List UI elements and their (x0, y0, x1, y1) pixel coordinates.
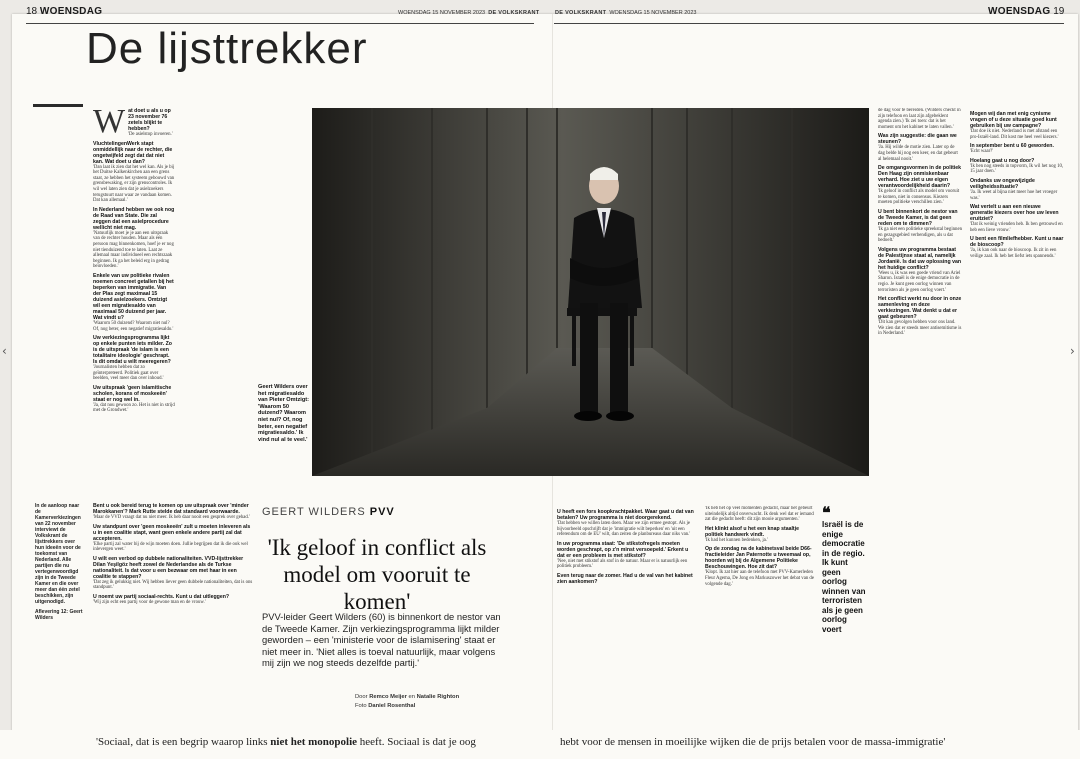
pull-quote (822, 505, 866, 634)
answer: 'Dat ik weinig vrienden heb. Ik ben getrouwd en heb een lieve vrouw.' (970, 222, 1063, 233)
question: Was zijn suggestie: die gaan we steunen? (878, 133, 957, 146)
answer: 'Dat hebben we willen laten doen. Maar we zijn ermee gestopt. Als je bijvoorbeeld opschrijft dat je 'immigratie wilt beperken' en 'uit een referendum om de EU' wilt, dan zeiten de planbureaus daar niks van.' (557, 521, 691, 538)
question: In uw programma staat: 'De stikstofregels moeten worden geschrapt, op z'n minst versoepeld.' Erkent u dat er een probleem is met stikstof? (557, 540, 689, 559)
answer: 'Ja. Ik weet al bijna niet meer hoe het vroeger was.' (970, 189, 1058, 201)
photographer: Daniel Rosenthal (368, 703, 416, 709)
article-column-1 (93, 108, 175, 500)
article-column-2 (93, 500, 253, 720)
question: In Nederland hebben we ook nog de Raad van State. Die zal zeggen dat een asielprocedure wellicht niet mag. (93, 206, 175, 231)
date-right: WOENSDAG 15 NOVEMBER 2023 (609, 10, 697, 16)
answer: 'Nee, niet met stikstof als stof in de natuur. Maar er is natuurlijk een politiek probleem.' (557, 558, 688, 570)
article-column-4 (705, 506, 815, 720)
question: Op de zondag na de kabinetsval beide D66-fractieleider Jan Paternotte u tweemaal op, hoorden wij bij de Algemene Politieke Beschouwingen. Hoe zit dat? (705, 546, 812, 571)
question: Uw uitspraak 'geen islamitische scholen, korans of moskeeën' staat er nog wel in. (93, 384, 172, 403)
next-page-icon[interactable]: › (1070, 344, 1075, 358)
answer: 'Journalisten hebben dat zo geïnterpreteerd. Politiek gaat over beelden, veel meer dan over inhoud.' (93, 365, 164, 382)
question: Uw standpunt over 'geen moskeeën' zult u moeten inleveren als u in een coalitie stapt, want geen enkele andere partij zal dat accepteren. (93, 523, 251, 542)
portrait-photo (312, 108, 869, 476)
question: Hoelang gaat u nog door? (970, 157, 1035, 164)
day-left: WOENSDAG (39, 6, 103, 17)
right-dateline (555, 10, 696, 16)
sidebar-episode: Aflevering 12: Geert Wilders (35, 609, 83, 621)
byline-label: Door (355, 694, 368, 700)
article-column-3 (557, 506, 697, 720)
page-number-right: 19 (1053, 6, 1065, 17)
right-page-number (988, 6, 1064, 17)
answer: de dag voor te bereiden. (Wilders checkt in zijn telefoon en laat zijn afgebeklent agenda zien.) 'Ik zei toen: dat is het moment om het kabinet te laten vallen.' (878, 108, 961, 130)
bottom-quote-right: hebt voor de mensen in moeilijke wijken die de prijs betalen voor de massa-immigratie' (560, 736, 946, 748)
question: U bent een filmliefhebber. Kunt u naar de bioscoop? (970, 236, 1064, 249)
answer: 'Ja, ik kan ook naar de bioscoop. Ik zit in een veilige zaal. Ik heb het liefst iets spannends.' (970, 248, 1057, 259)
sidebar-text: In de aanloop naar de Kamerverkiezingen van 22 november interviewt de Volkskrant de lijsttrekkers over hun ideeën voor de toekomst van Nederland. Alle partijen die nu vertegenwoordigd zijn in de Tweede Kamer en die over meer dan één zetel beschikken, zijn uitgenodigd. (35, 503, 81, 605)
section-title: De lijsttrekker (86, 24, 368, 73)
photo-caption: Geert Wilders over het migratiesaldo van Pieter Omtzigt: 'Waarom 50 duizend? Waarom niet nul? Of, nog beter, een negatief migratiesaldo.' Ik vind nul al te veel.' (258, 384, 309, 443)
answer: 'Elke partij zal water bij de wijn moeten doen. Jullie begrijpen dat ik die ook wel inlevergen weet.' (93, 541, 248, 553)
question: De omgangsvormen in de politiek Den Haag zijn onmiskenbaar verhard. Hoe ziet u uw eigen verantwoordelijkheid daarin? (878, 165, 962, 190)
series-sidebar (35, 503, 83, 625)
bottom-quote-left-bold: niet het monopolie (270, 736, 358, 748)
date-left: WOENSDAG 15 NOVEMBER 2023 (398, 10, 486, 16)
bottom-quote-left (96, 736, 476, 748)
kicker (262, 506, 482, 518)
question: Enkele van uw politieke rivalen noemen concreet getallen bij het beperken van immigratie. Van der Plas zegt maximaal 15 duizend asielzoekers. Omtzigt wil een migratiesaldo van maximaal 50 duizend per jaar. Wat vindt u? (93, 272, 174, 321)
question: Ondanks uw ongewijzigde veiligheidssituatie? (970, 177, 1035, 190)
prev-page-icon[interactable]: ‹ (2, 344, 7, 358)
question: Het klinkt alsof u het een knap staaltje politiek handwerk vindt. (705, 525, 799, 538)
question: Uw verkiezingsprogramma lijkt op enkele punten iets milder. Zo is de uitspraak 'de islam is een totalitaire ideologie' geschrapt. Is dit omdat u wilt meeregeren? (93, 335, 172, 366)
question: Wat vertelt u aan een nieuwe generatie kiezers over hoe uw leven eruitziet? (970, 204, 1059, 223)
answer: 'Dit kan gevolgen hebben voor ons land. We zien dat er steeds meer antisemitisme is in Nederland.' (878, 320, 962, 337)
question: U bent binnenkort de nestor van de Tweede Kamer, is dat geen reden om te dimmen? (878, 208, 958, 227)
byline-and: en (408, 694, 415, 700)
left-page-number (26, 6, 102, 17)
headline: 'Ik geloof in conflict als model om vooruit te komen' (267, 535, 487, 614)
answer: 'Ja. Hij wilde de motie zien. Later op de dag belde hij nog een keer, en dat gebeurt al helemaal nooit.' (878, 145, 958, 162)
answer: 'De asielstop invoeren.' (128, 132, 173, 137)
paper-name-left: DE VOLKSKRANT (488, 10, 540, 16)
byline-author-2: Natalie Righton (416, 694, 460, 700)
quote-mark-icon: ❝ (822, 505, 831, 522)
question: U wilt een verbod op dubbele nationaliteiten. VVD-lijsttrekker Dilan Yeşilgöz heeft zowel de Nederlandse als de Turkse nationaliteit. Is dat voor u een bezwaar om met haar in een coalitie te stappen? (93, 555, 244, 580)
answer: 'Ik heb het op veel momenten gedacht, maar het gebeurt uiteindelijk altijd onverwacht. Ik denk wel dat er iemand zat die gedacht heeft: dit zijn mooie argumenten.' (705, 506, 814, 523)
answer: 'Echt waar?' (970, 149, 994, 155)
bottom-quote-left-start: 'Sociaal, dat is een begrip waarop links (96, 736, 271, 748)
intro-paragraph: PVV-leider Geert Wilders (60) is binnenkort de nestor van de Tweede Kamer. Zijn verkiezingsprogramma lijkt milder geworden – een 'ministerie voor de islamisering' staat er niet meer in. 'Niet alles is toeval natuurlijk, maar volgens mij zijn we nog steeds dezelfde partij.' (262, 611, 501, 668)
answer: 'Wees u, ik was een goede vriend van Ariel Sharon. Israël is de enige democratie in de regio. Je kunt geen oorlog winnen van terroristen als je geen oorlog voert.' (878, 270, 961, 293)
answer: 'Ja, dat nou gewoon zo. Het is niet in strijd met de Grondwet.' (93, 402, 175, 414)
byline (355, 694, 459, 700)
kicker-name: GEERT WILDERS (262, 506, 366, 518)
paper-name-right: DE VOLKSKRANT (555, 10, 607, 16)
pull-quote-text: Israël is de enige democratie in de regio. Ik kunt geen oorlog winnen van terroristen als je geen oorlog voert (822, 520, 866, 634)
left-dateline (398, 10, 539, 16)
question: VluchtelingenWerk stapt onmiddellijk naar de rechter, die ongetwijfeld zegt dat dat niet kan. Wat doet u dan? (93, 140, 173, 165)
answer: 'Ik geloof in conflict als model om vooruit te komen, niet in consensus. Kiezers moeten politieke verschillen zien.' (878, 189, 960, 206)
byline-author-1: Remco Meijer (369, 694, 407, 700)
answer: 'Dan laat ik zien dat het wel kan. Als je bij het Duitse Kalkenkirchen aan een grens staat, ze hebben het systeem gebouwd van grensbewaking, er zijn grenscontroles. Ik wil wel laten zien dat je asielzoekers terugstuurt naar waar ze vandaan komen. Dat kan allemaal.' (93, 164, 175, 204)
answer: 'Maar de VVD vraagt dat nu niet meer. Ik heb daar nooit een gesprek over gehad.' (93, 515, 250, 520)
answer: 'Klopt. Ik zat hier aan de telefoon met PVV-Kamerleden Fleur Agema, De Jong en Markuszower het debat van de volgende dag.' (705, 570, 814, 587)
day-right: WOENSDAG (988, 6, 1051, 17)
photo-credit-label: Foto (355, 703, 367, 709)
question: Mogen wij dan met enig cynisme vragen of u deze situatie goed kunt gebruiken bij uw campagne? (970, 111, 1057, 129)
answer: 'Dat zeg ik gelukkig niet. Wij hebben liever geen dubbele nationaliteiten, dat is ons standpunt.' (93, 579, 253, 591)
kicker-party: PVV (369, 506, 395, 518)
photo-illustration (312, 108, 869, 476)
answer: 'Ik ga niet een politieke spreekstal beginnen en gezagsgebied verbendigen, als u dat bedoelt.' (878, 226, 962, 244)
article-column-6 (970, 108, 1064, 720)
answer: 'Ik ben nog steeds in topvorm, Ik wil het nog 10, 15 jaar doen.' (970, 163, 1064, 175)
answer: 'Wij zijn echt een partij voor de gewone man en de vrouw.' (93, 599, 206, 605)
article-column-5 (878, 108, 962, 720)
header-rule-right (554, 23, 1064, 24)
question: Even terug naar de zomer. Had u de val van het kabinet zien aankomen? (557, 572, 693, 585)
question: U noemt uw partij sociaal-rechts. Kunt u dat uitleggen? (93, 593, 230, 600)
photo-credit (355, 703, 415, 709)
question: U heeft een fors koopkrachtpakket. Waar gaat u dat van betalen? Uw programma is niet doorgerekend. (557, 509, 694, 521)
answer: 'Ik had het kunnen bedenken, ja.' (705, 537, 768, 543)
question: In september bent u 60 geworden. (970, 143, 1054, 150)
answer: 'Dat doe ik niet. Nederland is met afstand een pro-Israël-land. Dit kost me heel veel kiezers.' (970, 129, 1059, 140)
question: at doet u als u op 23 november 76 zetels blijkt te hebben? (128, 108, 171, 132)
page-number-left: 18 (26, 6, 38, 17)
question: Volgens uw programma bestaat de Palestijnse staat al, namelijk Jordanië. Is dat uw oplossing van het huidige conflict? (878, 246, 962, 271)
drop-cap: W (93, 108, 126, 140)
bottom-quote-left-end: heeft. Sociaal is dat je oog (357, 736, 476, 748)
question: Het conflict werkt nu door in onze samenleving en deze verkiezingen. Wat denkt u dat er gaat gebeuren? (878, 296, 962, 321)
answer: 'Natuurlijk moet je je aan een uitspraak van de rechter houden. Maar als één persoon mag binnenkomen, hoef je er nog niet tienduizend toe te laten. Laat ze allemaal maar individueel een rechtszaak beginnen. Ik ga het beleid erg in gedrag beïnvloeden.' (93, 230, 174, 270)
answer: 'Waarom 50 duizend? Waarom niet nul? Of, nog beter, een negatief migratiesaldo.' (93, 320, 174, 332)
left-accent-bar (33, 104, 83, 107)
question: Bent u ook bereid terug te komen op uw uitspraak over 'minder Marokkanen'? Mark Rutte stelde dat standaard voorwaarde. (93, 503, 249, 515)
